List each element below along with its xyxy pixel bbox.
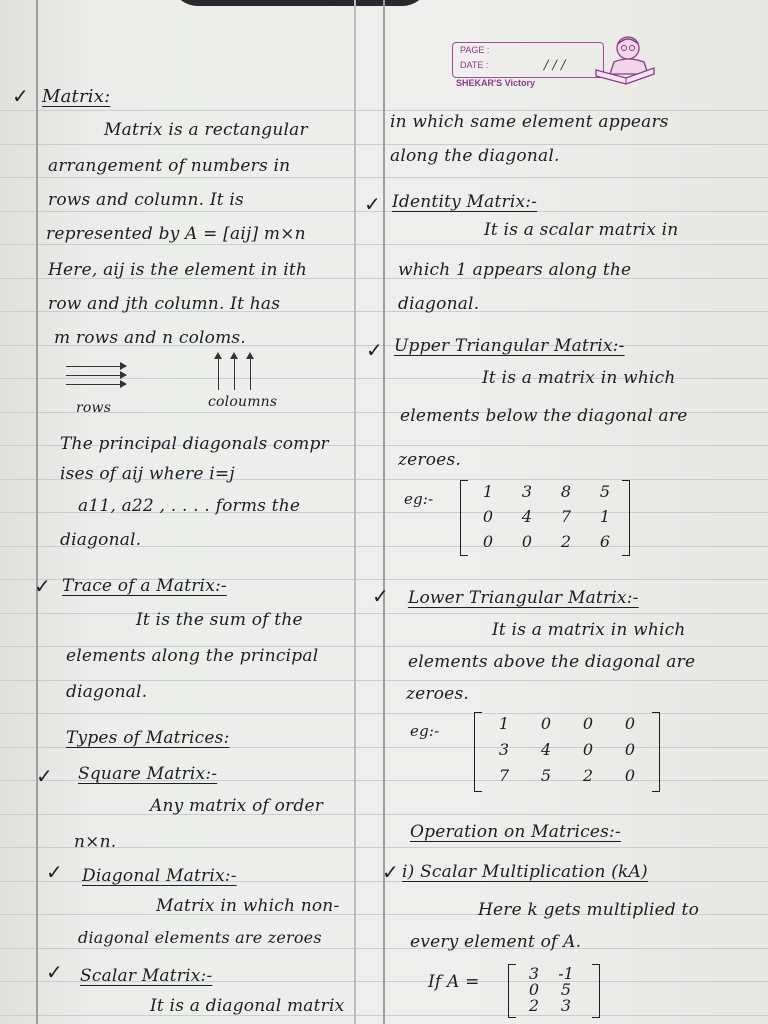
text-line: diagonal. [398, 294, 480, 314]
square-matrix-heading: Square Matrix:- [78, 764, 218, 784]
matrix-cell: 4 [521, 507, 533, 526]
text-line: diagonal. [60, 530, 142, 550]
matrix-cell: 2 [560, 532, 572, 551]
matrix-cell: 0 [624, 740, 636, 759]
rows-label: rows [76, 400, 112, 416]
mascot-reading-icon [590, 34, 658, 86]
left-margin-line [36, 0, 38, 1024]
matrix-cell: 5 [540, 766, 552, 785]
matrix-cell: 0 [582, 714, 594, 733]
row-arrow [66, 384, 126, 385]
types-heading: Types of Matrices: [66, 728, 230, 748]
matrix-cell: 4 [540, 740, 552, 759]
right-bracket [652, 712, 660, 792]
left-bracket [508, 964, 516, 1018]
column-arrow [218, 358, 219, 390]
date-label: DATE : [460, 60, 489, 70]
matrix-cell: 6 [599, 532, 611, 551]
matrix-cell: 2 [528, 996, 540, 1015]
upper-triangular-matrix [460, 480, 630, 556]
text-line: elements below the diagonal are [400, 406, 688, 426]
text-line: Matrix in which non- [156, 896, 340, 916]
check-mark-icon: ✓ [36, 764, 53, 788]
matrix-cell: 7 [560, 507, 572, 526]
text-line: in which same element appears [390, 112, 669, 132]
matrix-cell: 0 [521, 532, 533, 551]
identity-matrix-heading: Identity Matrix:- [392, 192, 538, 212]
check-mark-icon: ✓ [34, 574, 51, 598]
check-mark-icon: ✓ [372, 584, 389, 608]
lower-triangular-heading: Lower Triangular Matrix:- [408, 588, 639, 608]
check-mark-icon: ✓ [12, 84, 29, 108]
example-label: eg:- [404, 490, 434, 508]
left-bracket [460, 480, 468, 556]
binding-shadow [170, 0, 430, 6]
text-line: It is a scalar matrix in [484, 220, 679, 240]
text-line: along the diagonal. [390, 146, 560, 166]
check-mark-icon: ✓ [382, 860, 399, 884]
page-date-stamp [452, 40, 662, 92]
text-line: elements above the diagonal are [408, 652, 696, 672]
text-line: It is a matrix in which [482, 368, 676, 388]
matrix-cell: 0 [482, 507, 494, 526]
text-line: Any matrix of order [150, 796, 324, 816]
operations-heading: Operation on Matrices:- [410, 822, 621, 842]
matrix-cell: 2 [582, 766, 594, 785]
matrix-cell: 3 [521, 482, 533, 501]
text-line: It is a diagonal matrix [150, 996, 345, 1016]
matrix-cell: 5 [599, 482, 611, 501]
row-arrow [66, 375, 126, 376]
columns-label: coloumns [208, 394, 278, 410]
check-mark-icon: ✓ [364, 192, 381, 216]
text-line: It is a matrix in which [492, 620, 686, 640]
upper-triangular-heading: Upper Triangular Matrix:- [394, 336, 625, 356]
column-arrow [234, 358, 235, 390]
text-line: zeroes. [406, 684, 469, 704]
text-line: zeroes. [398, 450, 461, 470]
matrix-cell: 0 [528, 980, 540, 999]
matrix-cell: 5 [560, 980, 572, 999]
matrix-cell: 3 [498, 740, 510, 759]
text-line: rows and column. It is [48, 190, 244, 210]
left-bracket [474, 712, 482, 792]
date-value: / / / [544, 58, 566, 73]
matrix-cell: -1 [558, 964, 574, 983]
text-line: every element of A. [410, 932, 582, 952]
text-line: represented by A = [aij] m×n [46, 224, 306, 244]
right-bracket [622, 480, 630, 556]
matrix-cell: 3 [560, 996, 572, 1015]
matrix-cell: 0 [582, 740, 594, 759]
matrix-cell: 8 [560, 482, 572, 501]
matrix-cell: 1 [482, 482, 494, 501]
brand-name: SHEKAR'S Victory [456, 78, 535, 88]
text-line: Here, aij is the element in ith [48, 260, 308, 280]
text-line: The principal diagonals compr [60, 434, 329, 454]
check-mark-icon: ✓ [366, 338, 383, 362]
text-line: ises of aij where i=j [60, 464, 235, 484]
matrix-cell: 0 [482, 532, 494, 551]
text-line: n×n. [74, 832, 117, 852]
matrix-heading: Matrix: [42, 86, 111, 107]
text-line: m rows and n coloms. [54, 328, 246, 348]
diagonal-matrix-heading: Diagonal Matrix:- [82, 866, 237, 886]
page-label: PAGE : [460, 45, 490, 55]
text-line: elements along the principal [66, 646, 319, 666]
matrix-a [508, 964, 600, 1018]
matrix-cell: 0 [624, 714, 636, 733]
text-line: diagonal elements are zeroes [78, 928, 322, 947]
lower-triangular-matrix [474, 712, 660, 792]
scalar-multiplication-heading: i) Scalar Multiplication (kA) [402, 862, 648, 882]
text-line: It is the sum of the [136, 610, 303, 630]
text-line: If A = [428, 972, 480, 992]
text-line: Here k gets multiplied to [478, 900, 700, 920]
check-mark-icon: ✓ [46, 960, 63, 984]
text-line: diagonal. [66, 682, 148, 702]
row-arrow [66, 366, 126, 367]
matrix-cell: 1 [498, 714, 510, 733]
trace-heading: Trace of a Matrix:- [62, 576, 227, 596]
text-line: a11, a22 , . . . . forms the [78, 496, 301, 516]
example-label: eg:- [410, 722, 440, 740]
matrix-cell: 0 [624, 766, 636, 785]
matrix-cell: 0 [540, 714, 552, 733]
text-line: row and jth column. It has [48, 294, 281, 314]
matrix-cell: 3 [528, 964, 540, 983]
text-line: arrangement of numbers in [48, 156, 291, 176]
column-arrow [250, 358, 251, 390]
right-bracket [592, 964, 600, 1018]
text-line: which 1 appears along the [398, 260, 632, 280]
matrix-cell: 1 [599, 507, 611, 526]
check-mark-icon: ✓ [46, 860, 63, 884]
text-line: Matrix is a rectangular [104, 120, 308, 140]
scalar-matrix-heading: Scalar Matrix:- [80, 966, 213, 986]
column-margin-line [354, 0, 356, 1024]
matrix-cell: 7 [498, 766, 510, 785]
